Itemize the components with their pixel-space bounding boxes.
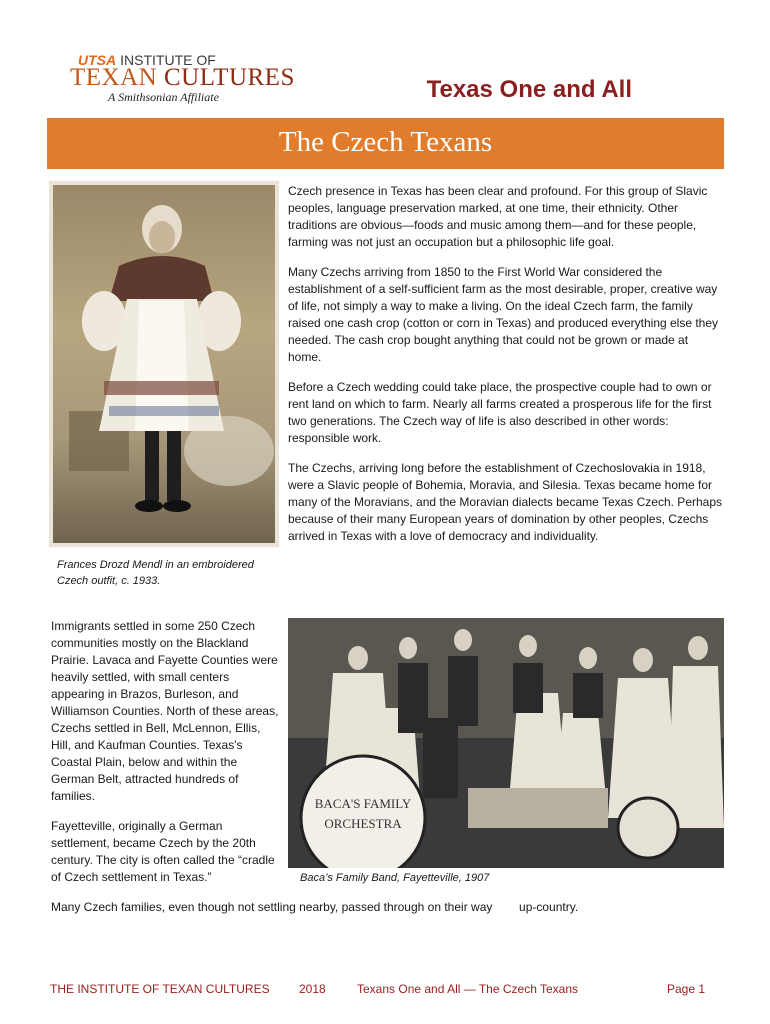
logo-institute-of: INSTITUTE OF [120,52,216,68]
portrait-illustration [49,181,279,547]
logo-texan-cultures [70,64,295,92]
bottom-line-text: Many Czech families, even though not settling nearby, passed through on their way up-country. [51,900,579,914]
logo-cultures: CULTURES [163,64,295,91]
title-banner [47,118,724,169]
band-photo [288,618,724,868]
paragraph: Many Czechs arriving from 1850 to the First World War considered the establishment of a self-sufficient farm as the most desirable, proper, creative way of life, not simply a way to make a living. On the ideal Czech farm, the family raised one cash crop (cotton or corn in Texas) and produced everything else they needed. The cash crop bought anything that could not be grown or made at home. [288,265,719,364]
left-column-text [51,618,279,899]
footer-doc-title: Texans One and All — The Czech Texans [357,982,579,996]
portrait-caption: Frances Drozd Mendl in an embroidered Czech outfit, c. 1933. [57,559,254,587]
portrait-photo [49,181,279,547]
paragraph: Immigrants settled in some 250 Czech communities mostly on the Blackland Prairie. Lavaca and Fayette Counties were heavily settled, with small centers appearing in Brazos, Burleson, and Williamson Counties. North of these areas, Czechs settled in Bell, McLennon, Ellis, Hill, and Kaufman Counties. Texas's Coastal Plain, below and within the German Belt, attracted hundreds of families. [51,619,279,803]
band-illustration [288,618,724,868]
logo-affiliate: A Smithsonian Affiliate [108,90,219,104]
right-column-text [288,183,723,558]
logo-utsa: UTSA [78,52,117,68]
series-title: Texas One and All [426,76,632,103]
paragraph: Fayetteville, originally a German settlement, became Czech by the 20th century. The city is often called the “cradle of Czech settlement in Texas.” [51,819,275,884]
band-caption: Baca’s Family Band, Fayetteville, 1907 [300,872,490,884]
footer-page-number: Page 1 [667,982,706,996]
footer-org: THE INSTITUTE OF TEXAN CULTURES [50,982,270,996]
paragraph: Czech presence in Texas has been clear and profound. For this group of Slavic peoples, language preservation marked, at one time, their ethnicity. Other traditions are obvious—foods and music among them—and for these people, farming was not just an occupation but a philosophic life goal. [288,184,708,249]
footer-year: 2018 [299,982,326,996]
paragraph: Before a Czech wedding could take place, the prospective couple had to own or rent land on which to farm. Nearly all farms created a prosperous life for the first two generations. The Czech way of life is also described in other words: responsible work. [288,380,712,445]
drum-lettering: ORCHESTRA [324,816,402,831]
logo-texan: TEXAN [70,64,158,91]
paragraph: The Czechs, arriving long before the establishment of Czechoslovakia in 1918, were a Slavic people of Bohemia, Moravia, and Silesia. Texas became home for many of the Moravians, and the Moravian dialects became Texas Czech. Perhaps because of their many European years of domination by other peoples, Czechs arrived in Texas with a love of democracy and individuality. [288,461,723,543]
page-title: The Czech Texans [278,126,493,158]
drum-lettering: BACA'S FAMILY [314,796,412,811]
